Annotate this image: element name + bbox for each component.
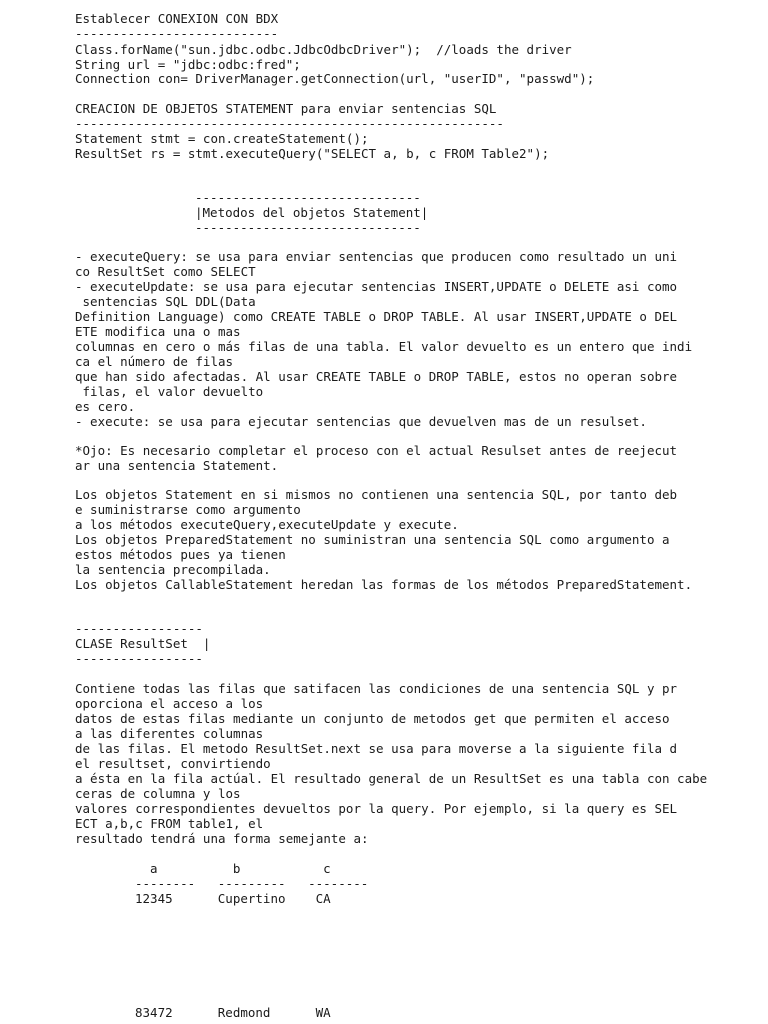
section-title-resultset: CLASE ResultSet | bbox=[75, 636, 211, 651]
text-line: valores correspondientes devueltos por la query. Por ejemplo, si la query es SEL bbox=[75, 801, 678, 816]
code-line: Statement stmt = con.createStatement(); bbox=[75, 131, 369, 146]
text-line: Contiene todas las filas que satifacen las condiciones de una sentencia SQL y pr bbox=[75, 681, 678, 696]
text-line: ECT a,b,c FROM table1, el bbox=[75, 816, 264, 831]
text-line: que han sido afectadas. Al usar CREATE TABLE o DROP TABLE, estos no operan sobre bbox=[75, 369, 678, 384]
note-line: ar una sentencia Statement. bbox=[75, 458, 279, 473]
text-line: a las diferentes columnas bbox=[75, 726, 264, 741]
text-line: - executeUpdate: se usa para ejecutar sentencias INSERT,UPDATE o DELETE asi como bbox=[75, 279, 678, 294]
text-line: co ResultSet como SELECT bbox=[75, 264, 256, 279]
note-line: *Ojo: Es necesario completar el proceso con el actual Resulset antes de reejecut bbox=[75, 443, 678, 458]
table-row: 83472 Redmond WA bbox=[135, 1005, 331, 1020]
text-line: estos métodos pues ya tienen bbox=[75, 547, 286, 562]
table-row: 12345 Cupertino CA bbox=[135, 891, 331, 906]
result-table-header: a b c bbox=[135, 861, 331, 876]
text-line: el resultset, convirtiendo bbox=[75, 756, 271, 771]
text-line: sentencias SQL DDL(Data bbox=[75, 294, 256, 309]
text-line: de las filas. El metodo ResultSet.next se usa para moverse a la siguiente fila d bbox=[75, 741, 678, 756]
text-line: a los métodos executeQuery,executeUpdate y execute. bbox=[75, 517, 459, 532]
text-line: Los objetos Statement en si mismos no contienen una sentencia SQL, por tanto deb bbox=[75, 487, 678, 502]
text-line: - execute: se usa para ejecutar sentencias que devuelven mas de un resulset. bbox=[75, 414, 647, 429]
text-line: ca el número de filas bbox=[75, 354, 234, 369]
text-line: Definition Language) como CREATE TABLE o DROP TABLE. Al usar INSERT,UPDATE o DEL bbox=[75, 309, 678, 324]
section-rule: --------------------------------------------------------- bbox=[75, 116, 504, 131]
section-title-statement: CREACION DE OBJETOS STATEMENT para enviar sentencias SQL bbox=[75, 101, 497, 116]
section-rule: ----------------- bbox=[75, 651, 203, 666]
text-line: Los objetos CallableStatement heredan las formas de los métodos PreparedStatement. bbox=[75, 577, 693, 592]
code-line: ResultSet rs = stmt.executeQuery("SELECT a, b, c FROM Table2"); bbox=[75, 146, 550, 161]
section-title-conexion: Establecer CONEXION CON BDX bbox=[75, 11, 279, 26]
section-rule: --------------------------- bbox=[75, 26, 279, 41]
section-title-metodos: |Metodos del objetos Statement| bbox=[195, 205, 429, 220]
text-line: ceras de columna y los bbox=[75, 786, 241, 801]
text-line: oporciona el acceso a los bbox=[75, 696, 264, 711]
text-line: es cero. bbox=[75, 399, 136, 414]
text-line: filas, el valor devuelto bbox=[75, 384, 264, 399]
result-table-rule: -------- --------- -------- bbox=[135, 876, 369, 891]
section-rule: ----------------- bbox=[75, 621, 203, 636]
text-line: ETE modifica una o mas bbox=[75, 324, 241, 339]
code-line: Class.forName("sun.jdbc.odbc.JdbcOdbcDriver"); //loads the driver bbox=[75, 42, 572, 57]
text-line: datos de estas filas mediante un conjunto de metodos get que permiten el acceso bbox=[75, 711, 670, 726]
text-line: resultado tendrá una forma semejante a: bbox=[75, 831, 369, 846]
text-line: columnas en cero o más filas de una tabla. El valor devuelto es un entero que indi bbox=[75, 339, 693, 354]
text-line: Los objetos PreparedStatement no suministran una sentencia SQL como argumento a bbox=[75, 532, 670, 547]
text-line: a ésta en la fila actúal. El resultado general de un ResultSet es una tabla con cabe bbox=[75, 771, 708, 786]
text-line: e suministrarse como argumento bbox=[75, 502, 301, 517]
text-line: - executeQuery: se usa para enviar sentencias que producen como resultado un uni bbox=[75, 249, 678, 264]
section-rule: ------------------------------ bbox=[195, 220, 421, 235]
text-line: la sentencia precompilada. bbox=[75, 562, 271, 577]
code-line: String url = "jdbc:odbc:fred"; bbox=[75, 57, 301, 72]
code-line: Connection con= DriverManager.getConnection(url, "userID", "passwd"); bbox=[75, 71, 595, 86]
section-rule: ------------------------------ bbox=[195, 190, 421, 205]
